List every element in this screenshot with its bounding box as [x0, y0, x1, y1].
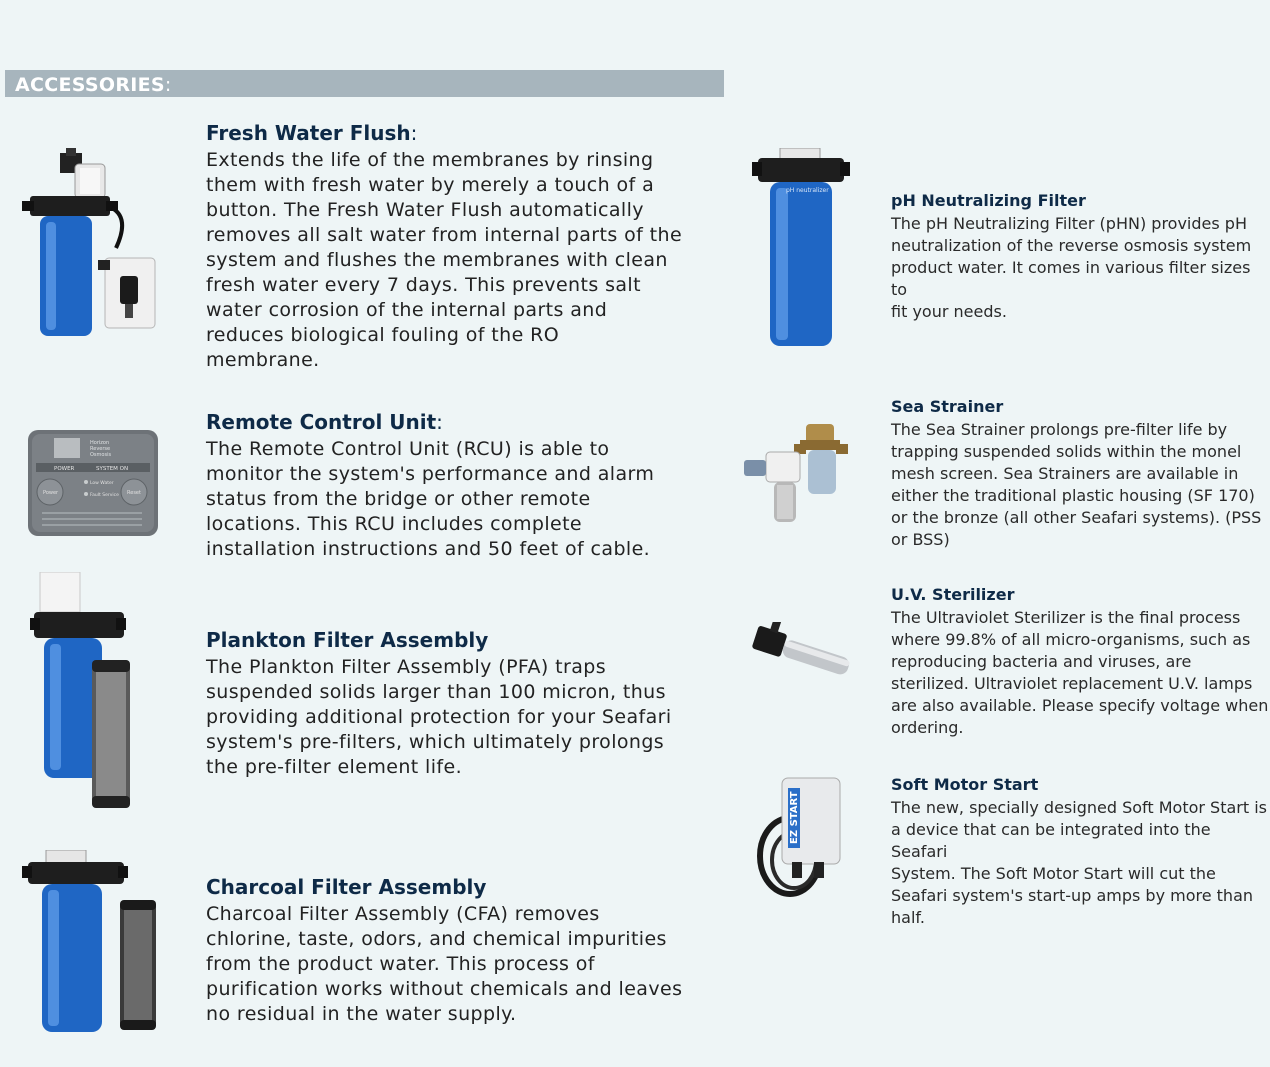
desc-line: The Sea Strainer prolongs pre-filter life by — [891, 420, 1228, 439]
desc-line: System. The Soft Motor Start will cut the — [891, 864, 1216, 883]
desc-line: water corrosion of the internal parts and — [206, 299, 608, 321]
desc-line: from the product water. This process of — [206, 953, 595, 975]
item-title: Plankton Filter Assembly — [206, 628, 489, 652]
desc-line: purification works without chemicals and leaves — [206, 978, 683, 1000]
desc-line: chlorine, taste, odors, and chemical impurities — [206, 928, 667, 950]
desc-line: The Plankton Filter Assembly (PFA) traps — [206, 656, 607, 678]
desc-line: fit your needs. — [891, 302, 1007, 321]
desc-line: button. The Fresh Water Flush automatically — [206, 199, 644, 221]
section-header-title: ACCESSORIES: — [15, 74, 172, 96]
desc-line: Seafari system's start-up amps by more than — [891, 886, 1254, 905]
desc-line: Extends the life of the membranes by rinsing — [206, 149, 654, 171]
item-title: Remote Control Unit — [206, 410, 437, 434]
soft-motor-start-image — [752, 776, 852, 904]
desc-line: where 99.8% of all micro-organisms, such as — [891, 630, 1251, 649]
desc-line: or BSS) — [891, 530, 950, 549]
desc-line: installation instructions and 50 feet of cable. — [206, 538, 651, 560]
uv-sterilizer-image — [746, 622, 856, 700]
desc-line: neutralization of the reverse osmosis system — [891, 236, 1252, 255]
desc-line: sterilized. Ultraviolet replacement U.V. lamps — [891, 674, 1253, 693]
rcu-brand-3: Osmosis — [90, 452, 112, 458]
desc-line: system's pre-filters, which ultimately prolongs — [206, 731, 665, 753]
desc-line: suspended solids larger than 100 micron, thus — [206, 681, 666, 703]
item-title: Fresh Water Flush — [206, 121, 411, 145]
remote-control-unit-image — [28, 430, 158, 538]
rcu-system-label: SYSTEM ON — [96, 466, 129, 472]
desc-line: reproducing bacteria and viruses, are — [891, 652, 1192, 671]
desc-line: The Remote Control Unit (RCU) is able to — [206, 438, 610, 460]
desc-line: or the bronze (all other Seafari systems). (PSS — [891, 508, 1262, 527]
desc-line: trapping suspended solids within the monel — [891, 442, 1242, 461]
rcu-power-label: POWER — [54, 466, 75, 472]
item-uv-sterilizer — [891, 584, 1269, 739]
desc-line: The pH Neutralizing Filter (pHN) provides pH — [891, 214, 1247, 233]
desc-line: no residual in the water supply. — [206, 1003, 517, 1025]
ph-neutralizing-filter-image — [752, 148, 852, 350]
sea-strainer-image — [744, 420, 856, 530]
desc-line: The new, specially designed Soft Motor Start is — [891, 798, 1268, 817]
item-title: Soft Motor Start — [891, 775, 1039, 794]
ph-filter-label: pH neutralizer — [786, 187, 829, 194]
charcoal-filter-image — [22, 850, 162, 1035]
desc-line: either the traditional plastic housing (SF 170) — [891, 486, 1255, 505]
item-title: Charcoal Filter Assembly — [206, 875, 487, 899]
ez-start-label: EZ START — [789, 791, 800, 844]
section-header — [5, 70, 724, 97]
rcu-left-button: Power — [43, 490, 59, 496]
item-title: U.V. Sterilizer — [891, 585, 1015, 604]
rcu-low-water: Low Water — [90, 481, 114, 486]
desc-line: fresh water every 7 days. This prevents salt — [206, 274, 641, 296]
desc-line: the pre-filter element life. — [206, 756, 463, 778]
rcu-brand-1: Horizon — [90, 440, 110, 446]
plankton-filter-image — [30, 572, 140, 812]
desc-line: half. — [891, 908, 925, 927]
rcu-right-button: Reset — [127, 490, 141, 496]
desc-line: mesh screen. Sea Strainers are available in — [891, 464, 1239, 483]
desc-line: The Ultraviolet Sterilizer is the final process — [891, 608, 1241, 627]
item-ph-neutralizing-filter — [891, 190, 1269, 323]
desc-line: status from the bridge or other remote — [206, 488, 591, 510]
item-remote-control-unit: Remote Control Unit: The Remote Control Unit (RCU) is able to monitor the system's performance and alarm status from the bridge or other remote locations. This RCU includes complete installation instructions and 50 feet of cable. — [206, 410, 706, 562]
desc-line: locations. This RCU includes complete — [206, 513, 583, 535]
desc-line: ordering. — [891, 718, 964, 737]
item-title: Sea Strainer — [891, 397, 1004, 416]
rcu-fault: Fault Service — [90, 493, 119, 498]
desc-line: are also available. Please specify voltage when — [891, 696, 1269, 715]
desc-line: them with fresh water by merely a touch of a — [206, 174, 655, 196]
desc-line: a device that can be integrated into the Seafari — [891, 820, 1211, 861]
desc-line: product water. It comes in various filter sizes to — [891, 258, 1251, 299]
fresh-water-flush-image — [20, 148, 165, 348]
item-title: pH Neutralizing Filter — [891, 191, 1086, 210]
desc-line: providing additional protection for your Seafari — [206, 706, 672, 728]
item-sea-strainer — [891, 396, 1269, 551]
item-plankton-filter-assembly — [206, 628, 706, 780]
desc-line: removes all salt water from internal parts of the — [206, 224, 683, 246]
desc-line: system and flushes the membranes with clean — [206, 249, 668, 271]
rcu-brand-2: Reverse — [90, 446, 111, 452]
item-soft-motor-start — [891, 774, 1269, 929]
desc-line: Charcoal Filter Assembly (CFA) removes — [206, 903, 600, 925]
desc-line: reduces biological fouling of the RO — [206, 324, 560, 346]
desc-line: monitor the system's performance and alarm — [206, 463, 655, 485]
item-fresh-water-flush: Fresh Water Flush: Extends the life of the membranes by rinsing them with fresh water by merely a touch of a button. The Fresh Water Flush automatically removes all salt water from internal parts of the system and flushes the membranes with clean fresh water every 7 days. This prevents salt water corrosion of the internal parts and reduces biological fouling of the RO membrane. — [206, 121, 706, 373]
item-charcoal-filter-assembly — [206, 875, 706, 1027]
desc-line: membrane. — [206, 349, 320, 371]
